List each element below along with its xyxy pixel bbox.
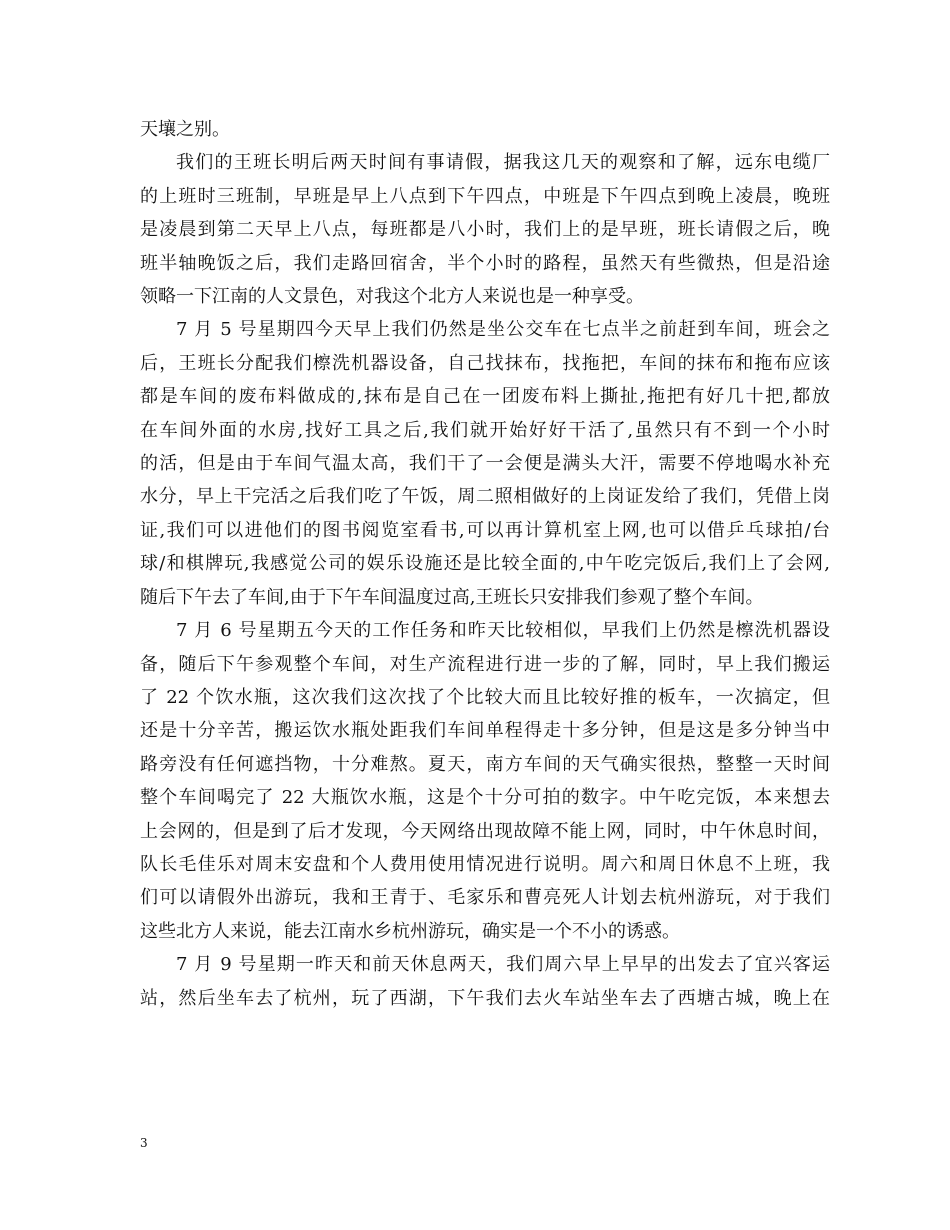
paragraph-4 [140, 614, 830, 948]
text-line: 这些北方人来说，能去江南水乡杭州游玩，确实是一个不小的诱惑。 [140, 920, 680, 942]
text-line: 整个车间喝完了 22 大瓶饮水瓶，这是个十分可拍的数字。中午吃完饭，本来想去 [140, 787, 830, 809]
text-line: 球/和棋牌玩,我感觉公司的娱乐设施还是比较全面的,中午吃完饭后,我们上了会网, [140, 553, 830, 575]
paragraph-2 [140, 146, 830, 313]
document-body [140, 113, 830, 1015]
page-number: 3 [140, 1136, 148, 1150]
text-line: 们可以请假外出游玩，我和王青于、毛家乐和曹亮死人计划去杭州游玩，对于我们 [140, 887, 830, 909]
paragraph-5 [140, 948, 830, 1015]
text-line: 7 月 6 号星期五今天的工作任务和昨天比较相似，早我们上仍然是檫洗机器设 [176, 620, 830, 642]
text-line: 的上班时三班制，早班是早上八点到下午四点，中班是下午四点到晚上凌晨，晚班 [140, 185, 830, 207]
paragraph-3 [140, 313, 830, 614]
text-line: 证,我们可以进他们的图书阅览室看书,可以再计算机室上网,也可以借乒乓球拍/台 [140, 519, 830, 541]
text-line: 上会网的，但是到了后才发现，今天网络出现故障不能上网，同时，中午休息时间， [140, 820, 830, 842]
text-line: 是凌晨到第二天早上八点，每班都是八小时，我们上的是早班，班长请假之后，晚 [140, 219, 830, 241]
text-line: 后，王班长分配我们檫洗机器设备，自己找抹布，找拖把，车间的抹布和拖布应该 [140, 352, 830, 374]
text-line: 了 22 个饮水瓶，这次我们这次找了个比较大而且比较好推的板车，一次搞定，但 [140, 686, 830, 708]
text-line: 7 月 9 号星期一昨天和前天休息两天，我们周六早上早早的出发去了宜兴客运 [176, 954, 830, 976]
text-line: 的活，但是由于车间气温太高，我们干了一会便是满头大汗，需要不停地喝水补充 [140, 453, 830, 475]
text-line: 还是十分辛苦，搬运饮水瓶处距我们车间单程得走十多分钟，但是这是多分钟当中 [140, 720, 830, 742]
text-line: 领略一下江南的人文景色，对我这个北方人来说也是一种享受。 [140, 286, 644, 308]
paragraph-1 [140, 113, 830, 146]
text-line: 都是车间的废布料做成的,抹布是自己在一团废布料上撕扯,拖把有好几十把,都放 [140, 386, 830, 408]
text-line: 班半轴晚饭之后，我们走路回宿舍，半个小时的路程，虽然天有些微热，但是沿途 [140, 252, 830, 274]
text-line: 路旁没有任何遮挡物，十分难熬。夏天，南方车间的天气确实很热，整整一天时间 [140, 753, 830, 775]
text-line: 天壤之别。 [140, 119, 230, 140]
text-line: 在车间外面的水房,找好工具之后,我们就开始好好干活了,虽然只有不到一个小时 [140, 419, 830, 441]
text-line: 队长毛佳乐对周末安盘和个人费用使用情况进行说明。周六和周日休息不上班，我 [140, 853, 830, 875]
text-line: 随后下午去了车间,由于下午车间温度过高,王班长只安排我们参观了整个车间。 [140, 586, 764, 608]
text-line: 站，然后坐车去了杭州，玩了西湖，下午我们去火车站坐车去了西塘古城，晚上在 [140, 987, 830, 1009]
text-line: 我们的王班长明后两天时间有事请假，据我这几天的观察和了解，远东电缆厂 [176, 152, 830, 174]
text-line: 水分，早上干完活之后我们吃了午饭，周二照相做好的上岗证发给了我们，凭借上岗 [140, 486, 830, 508]
text-line: 备，随后下午参观整个车间，对生产流程进行进一步的了解，同时，早上我们搬运 [140, 653, 830, 675]
text-line: 7 月 5 号星期四今天早上我们仍然是坐公交车在七点半之前赶到车间，班会之 [176, 319, 830, 341]
